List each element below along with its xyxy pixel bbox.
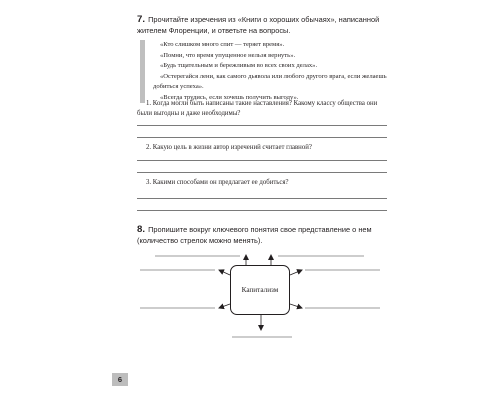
answer-line[interactable]	[137, 198, 387, 199]
answer-line[interactable]	[137, 125, 387, 126]
arrow-right-upper	[290, 270, 302, 275]
quote-3: «Будь тщательным и бережливым во всех своих делах».	[160, 62, 318, 69]
page-number-text: 6	[117, 375, 123, 384]
arrow-left-lower	[219, 304, 230, 308]
page-number	[112, 373, 128, 386]
answer-line[interactable]	[137, 160, 387, 161]
task-8-instruction	[137, 224, 387, 246]
concept-box	[230, 265, 290, 315]
task-7-instruction	[137, 14, 387, 36]
concept-label: Капитализм	[241, 286, 279, 294]
task-7-text: Прочитайте изречения из «Книги о хороших обычаях», написанной жителем Флоренции, и ответьте на вопросы.	[137, 15, 380, 35]
arrow-left-upper	[219, 270, 230, 275]
answer-line[interactable]	[137, 210, 387, 211]
question-2: 2. Какую цель в жизни автор изречений считает главной?	[146, 144, 312, 151]
answer-line[interactable]	[137, 137, 387, 138]
answer-line[interactable]	[137, 172, 387, 173]
task-8-text: Пропишите вокруг ключевого понятия свое представление о нем (количество стрелок можно менять).	[137, 225, 372, 245]
question-3: 3. Какими способами он предлагает ее добиться?	[146, 179, 289, 186]
quote-1: «Кто слишком много спит — теряет время».	[160, 41, 285, 48]
quote-5: «Всегда трудись, если хочешь получить выгоду».	[160, 93, 299, 101]
task-8-number: 8.	[137, 224, 146, 235]
quote-2: «Помни, что время упущенное нельзя вернуть».	[160, 51, 296, 59]
arrow-right-lower	[290, 304, 302, 308]
question-1: 1. Когда могли быть написаны такие наставления? Какому классу общества они были выгодны и даже необходимы?	[137, 100, 378, 117]
quote-4: «Остерегайся лени, как самого дьявола или любого другого врага, если желаешь добиться успеха».	[153, 72, 387, 90]
quotes-block	[140, 40, 403, 103]
task-7-number: 7.	[137, 14, 146, 25]
